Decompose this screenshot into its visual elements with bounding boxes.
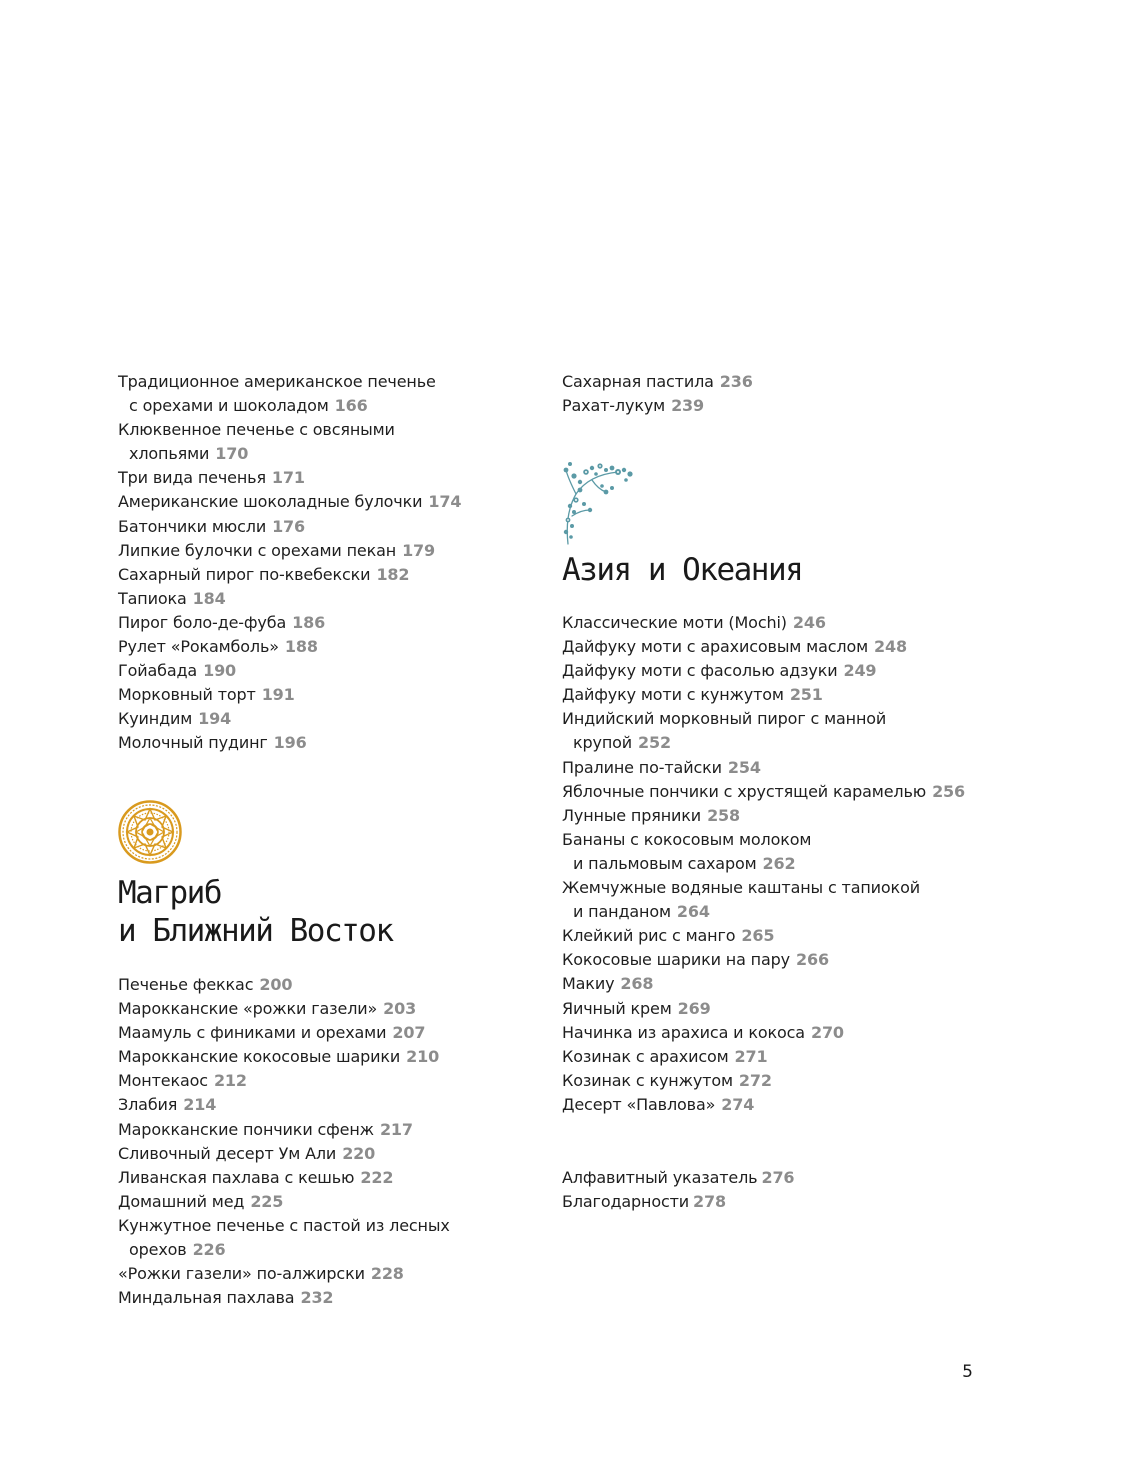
toc-entry-page-number: 254 <box>727 757 761 777</box>
toc-entry-title <box>118 1286 518 1310</box>
toc-entry-page-number: 266 <box>795 950 829 970</box>
toc-entry-title <box>118 418 518 442</box>
toc-entry-page-number: 207 <box>392 1023 426 1043</box>
toc-entry-text: Миндальная пахлава <box>118 1288 295 1308</box>
toc-entry-text: хлопьями <box>129 444 210 464</box>
toc-entry-title <box>118 370 518 394</box>
toc-entry-page-number: 236 <box>719 372 753 391</box>
toc-entry-text: Кокосовые шарики на пару <box>562 950 790 970</box>
toc-entry-page-number: 239 <box>671 396 705 416</box>
toc-entry[interactable] <box>562 1021 982 1045</box>
toc-entry-page-number: 228 <box>370 1264 404 1284</box>
toc-entry-text: Дайфуку моти с арахисовым маслом <box>562 637 869 657</box>
toc-entry-title <box>118 635 518 659</box>
toc-entry-text: Бананы с кокосовым молоком <box>562 829 812 849</box>
toc-entry-text: Козинак с арахисом <box>562 1046 729 1066</box>
toc-list-right-top <box>562 370 982 418</box>
toc-entry[interactable] <box>562 1093 982 1117</box>
toc-entry-text: Благодарности <box>562 1192 690 1212</box>
toc-entry-text: Традиционное американское печенье <box>118 372 436 391</box>
toc-entry-text: Яичный крем <box>562 998 672 1018</box>
toc-entry-text: Сахарный пирог по-квебекски <box>118 564 371 584</box>
toc-entry-page-number: 252 <box>638 733 671 753</box>
toc-entry-page-number: 166 <box>334 396 368 416</box>
toc-entry[interactable] <box>118 490 518 514</box>
toc-entry[interactable] <box>118 466 518 490</box>
section-title-line: Азия и Океания <box>562 552 803 588</box>
toc-entry-text: Куиндим <box>118 709 193 729</box>
toc-entry[interactable] <box>562 707 982 755</box>
toc-entry-page-number: 232 <box>300 1288 334 1308</box>
toc-entry[interactable] <box>118 973 518 997</box>
toc-entry[interactable] <box>562 924 982 948</box>
toc-entry[interactable] <box>562 683 982 707</box>
toc-entry-page-number: 249 <box>843 661 877 681</box>
toc-entry-text: Гойабада <box>118 661 198 681</box>
toc-entry[interactable] <box>118 515 518 539</box>
toc-entry-text: Пралине по-тайски <box>562 757 722 777</box>
toc-entry[interactable] <box>562 804 982 828</box>
toc-list-appendix <box>562 1166 982 1214</box>
toc-entry-page-number: 225 <box>250 1191 284 1211</box>
toc-entry-title <box>118 587 518 611</box>
toc-entry-text: Кунжутное печенье с пастой из лесных <box>118 1215 450 1235</box>
toc-entry-page-number: 258 <box>707 805 741 825</box>
toc-entry-text: Дайфуку моти с кунжутом <box>562 685 784 705</box>
toc-entry-title <box>562 707 982 731</box>
toc-entry-text: Классические моти (Mochi) <box>562 613 787 632</box>
toc-entry[interactable] <box>118 563 518 587</box>
toc-entry-title <box>562 828 982 852</box>
toc-entry-text: Рахат-лукум <box>562 396 666 416</box>
toc-entry-text: Индийский морковный пирог с манной <box>562 709 887 729</box>
toc-entry[interactable] <box>562 1045 982 1069</box>
toc-entry-page-number: 176 <box>272 516 306 536</box>
toc-entry-page-number: 170 <box>215 444 249 464</box>
toc-entry-text: Пирог боло-де-фуба <box>118 612 287 632</box>
toc-entry-title <box>562 1166 982 1190</box>
toc-entry-page-number: 248 <box>874 637 907 657</box>
section-title-maghreb <box>118 874 518 950</box>
toc-entry-page-number: 191 <box>261 685 295 705</box>
toc-entry[interactable] <box>118 997 518 1021</box>
toc-entry-title <box>118 1069 518 1093</box>
toc-entry-text: Марокканские пончики сфенж <box>118 1119 374 1139</box>
toc-entry-title <box>118 1262 518 1286</box>
toc-entry-text: орехов <box>129 1240 187 1260</box>
toc-entry[interactable] <box>118 370 518 418</box>
toc-entry-text: Ливанская пахлава с кешью <box>118 1167 355 1187</box>
toc-entry-text: Сахарная пастила <box>562 372 714 391</box>
toc-entry[interactable] <box>118 707 518 731</box>
toc-entry-text: Рулет «Рокамболь» <box>118 637 279 657</box>
toc-entry[interactable] <box>118 1021 518 1045</box>
mandala-icon <box>118 800 182 864</box>
toc-entry-page-number: 222 <box>360 1167 394 1187</box>
toc-entry[interactable] <box>118 539 518 563</box>
toc-entry-title <box>118 466 518 490</box>
toc-entry-text: Алфавитный указатель <box>562 1168 758 1187</box>
toc-entry-text: Клюквенное печенье с овсяными <box>118 420 395 440</box>
toc-entry[interactable] <box>562 659 982 683</box>
toc-entry-text: и пальмовым сахаром <box>573 853 757 873</box>
toc-entry[interactable] <box>118 1093 518 1117</box>
toc-entry-title <box>562 876 982 900</box>
toc-entry-title <box>562 394 982 418</box>
toc-entry-page-number: 251 <box>789 685 823 705</box>
toc-entry-title <box>118 1190 518 1214</box>
toc-entry-title <box>562 659 982 683</box>
toc-entry-title <box>118 683 518 707</box>
toc-entry-page-number: 190 <box>203 661 237 681</box>
toc-entry[interactable] <box>118 1069 518 1093</box>
toc-entry-title <box>562 635 982 659</box>
toc-entry-page-number: 226 <box>192 1240 226 1260</box>
toc-entry-text: Молочный пудинг <box>118 733 268 753</box>
toc-entry-page-number: 265 <box>741 926 775 946</box>
toc-entry-title <box>118 490 518 514</box>
toc-entry[interactable] <box>118 1214 518 1262</box>
toc-entry-page-number: 212 <box>213 1071 247 1091</box>
toc-entry-title <box>118 731 518 755</box>
toc-entry[interactable] <box>562 370 982 394</box>
toc-entry-title <box>562 1045 982 1069</box>
toc-entry-text: Козинак с кунжутом <box>562 1070 733 1090</box>
toc-entry-page-number: 271 <box>734 1046 768 1066</box>
toc-entry-title <box>118 659 518 683</box>
toc-entry-page-number: 268 <box>620 974 654 994</box>
toc-entry-title <box>562 900 982 924</box>
toc-entry-page-number: 200 <box>259 975 293 994</box>
toc-entry-title <box>118 1021 518 1045</box>
toc-entry-text: Дайфуку моти с фасолью адзуки <box>562 661 838 681</box>
toc-entry-title <box>562 731 982 755</box>
toc-entry-page-number: 214 <box>183 1095 217 1115</box>
toc-entry-page-number: 256 <box>932 781 966 801</box>
toc-entry-text: Печенье феккас <box>118 975 254 994</box>
toc-entry-page-number: 246 <box>792 613 826 632</box>
toc-list-left-top <box>118 370 518 756</box>
toc-entry-page-number: 184 <box>192 588 226 608</box>
toc-entry-text: Тапиока <box>118 588 187 608</box>
toc-entry[interactable] <box>562 828 982 876</box>
toc-entry-text: Марокканские «рожки газели» <box>118 999 378 1019</box>
toc-entry-text: крупой <box>573 733 633 753</box>
toc-entry-title <box>562 1021 982 1045</box>
toc-entry[interactable] <box>118 1142 518 1166</box>
toc-entry-page-number: 264 <box>676 902 710 922</box>
toc-entry-title <box>562 997 982 1021</box>
toc-entry-title <box>562 948 982 972</box>
toc-entry-text: и панданом <box>573 902 671 922</box>
toc-entry[interactable] <box>562 611 982 635</box>
toc-entry-title <box>562 756 982 780</box>
toc-entry-title <box>118 611 518 635</box>
toc-entry-title <box>118 442 518 466</box>
toc-entry[interactable] <box>562 780 982 804</box>
toc-entry[interactable] <box>562 972 982 996</box>
toc-entry-text: Лунные пряники <box>562 805 702 825</box>
section-title-line: и Ближний Восток <box>118 913 393 949</box>
toc-entry-title <box>562 370 982 394</box>
toc-entry-title <box>118 563 518 587</box>
toc-entry[interactable] <box>118 731 518 755</box>
toc-entry-text: Американские шоколадные булочки <box>118 492 423 512</box>
toc-entry-text: Начинка из арахиса и кокоса <box>562 1022 805 1042</box>
toc-entry[interactable] <box>118 611 518 635</box>
toc-entry[interactable] <box>562 394 982 418</box>
toc-entry[interactable] <box>562 876 982 924</box>
toc-entry-page-number: 179 <box>402 540 436 560</box>
toc-entry-title <box>562 852 982 876</box>
toc-entry-title <box>562 804 982 828</box>
toc-entry-page-number: 262 <box>762 853 796 873</box>
toc-entry-page-number: 174 <box>428 492 462 512</box>
toc-entry-text: Десерт «Павлова» <box>562 1094 716 1114</box>
toc-entry-title <box>118 1142 518 1166</box>
toc-entry-text: Батончики мюсли <box>118 516 267 536</box>
toc-entry[interactable] <box>562 635 982 659</box>
toc-entry[interactable] <box>118 683 518 707</box>
toc-entry-page-number: 272 <box>738 1070 772 1090</box>
toc-list-asia <box>562 611 982 1117</box>
toc-entry[interactable] <box>118 587 518 611</box>
toc-entry-title <box>118 1166 518 1190</box>
toc-entry-title <box>118 539 518 563</box>
toc-entry-text: Яблочные пончики с хрустящей карамелью <box>562 781 927 801</box>
toc-entry-text: с орехами и шоколадом <box>129 396 329 416</box>
toc-entry-text: Жемчужные водяные каштаны с тапиокой <box>562 878 920 898</box>
toc-entry[interactable] <box>562 997 982 1021</box>
toc-entry[interactable] <box>562 1069 982 1093</box>
toc-entry[interactable] <box>562 756 982 780</box>
blossom-branch-icon <box>562 460 636 546</box>
toc-entry[interactable] <box>118 1045 518 1069</box>
toc-entry-text: Морковный торт <box>118 685 256 705</box>
toc-entry-title <box>562 1190 982 1214</box>
toc-entry[interactable] <box>118 659 518 683</box>
toc-entry-text: Монтекаос <box>118 1071 208 1091</box>
toc-entry-title <box>118 973 518 997</box>
toc-entry-title <box>562 924 982 948</box>
toc-entry[interactable] <box>118 1286 518 1310</box>
toc-entry[interactable] <box>562 1166 982 1190</box>
toc-entry-title <box>118 707 518 731</box>
section-title-line: Магриб <box>118 875 221 911</box>
toc-entry-title <box>118 1214 518 1238</box>
toc-entry[interactable] <box>118 635 518 659</box>
toc-entry-page-number: 196 <box>273 733 307 753</box>
toc-entry-page-number: 217 <box>379 1119 413 1139</box>
toc-entry-page-number: 269 <box>677 998 711 1018</box>
toc-entry-title <box>118 515 518 539</box>
toc-entry[interactable] <box>118 1190 518 1214</box>
toc-entry-page-number: 276 <box>761 1168 795 1187</box>
toc-entry-page-number: 220 <box>342 1143 376 1163</box>
toc-entry-title <box>562 1069 982 1093</box>
toc-entry-text: Сливочный десерт Ум Али <box>118 1143 337 1163</box>
page-number: 5 <box>962 1362 973 1382</box>
toc-entry-text: Макиу <box>562 974 615 994</box>
toc-entry-page-number: 186 <box>292 612 326 632</box>
toc-entry-title <box>118 1045 518 1069</box>
toc-entry[interactable] <box>118 1118 518 1142</box>
toc-entry-page-number: 203 <box>383 999 417 1019</box>
toc-entry[interactable] <box>118 1166 518 1190</box>
toc-entry[interactable] <box>562 1190 982 1214</box>
toc-entry-text: Липкие булочки с орехами пекан <box>118 540 397 560</box>
toc-entry-text: Злабия <box>118 1095 178 1115</box>
toc-entry-title <box>562 683 982 707</box>
toc-entry-page-number: 194 <box>198 709 232 729</box>
toc-entry-page-number: 188 <box>284 637 318 657</box>
toc-entry-page-number: 171 <box>271 468 305 488</box>
toc-entry-text: Маамуль с финиками и орехами <box>118 1023 387 1043</box>
toc-list-maghreb <box>118 973 518 1310</box>
toc-entry-title <box>562 1093 982 1117</box>
section-title-asia <box>562 551 982 589</box>
toc-entry-page-number: 210 <box>406 1047 440 1067</box>
toc-entry[interactable] <box>118 1262 518 1286</box>
toc-entry-title <box>118 394 518 418</box>
toc-entry-text: Домашний мед <box>118 1191 245 1211</box>
toc-entry-page-number: 278 <box>693 1192 726 1212</box>
toc-entry[interactable] <box>118 418 518 466</box>
toc-entry-title <box>118 997 518 1021</box>
toc-entry-title <box>118 1093 518 1117</box>
toc-entry-text: Марокканские кокосовые шарики <box>118 1047 401 1067</box>
toc-entry-title <box>562 972 982 996</box>
toc-entry-page-number: 182 <box>376 564 410 584</box>
toc-entry-page-number: 270 <box>810 1022 844 1042</box>
toc-entry-title <box>562 611 982 635</box>
toc-entry-page-number: 274 <box>721 1094 755 1114</box>
toc-entry-text: Три вида печенья <box>118 468 266 488</box>
toc-entry-title <box>562 780 982 804</box>
toc-entry-text: «Рожки газели» по-алжирски <box>118 1264 365 1284</box>
toc-entry-title <box>118 1118 518 1142</box>
toc-entry-text: Клейкий рис с манго <box>562 926 736 946</box>
toc-entry[interactable] <box>562 948 982 972</box>
toc-entry-title <box>118 1238 518 1262</box>
